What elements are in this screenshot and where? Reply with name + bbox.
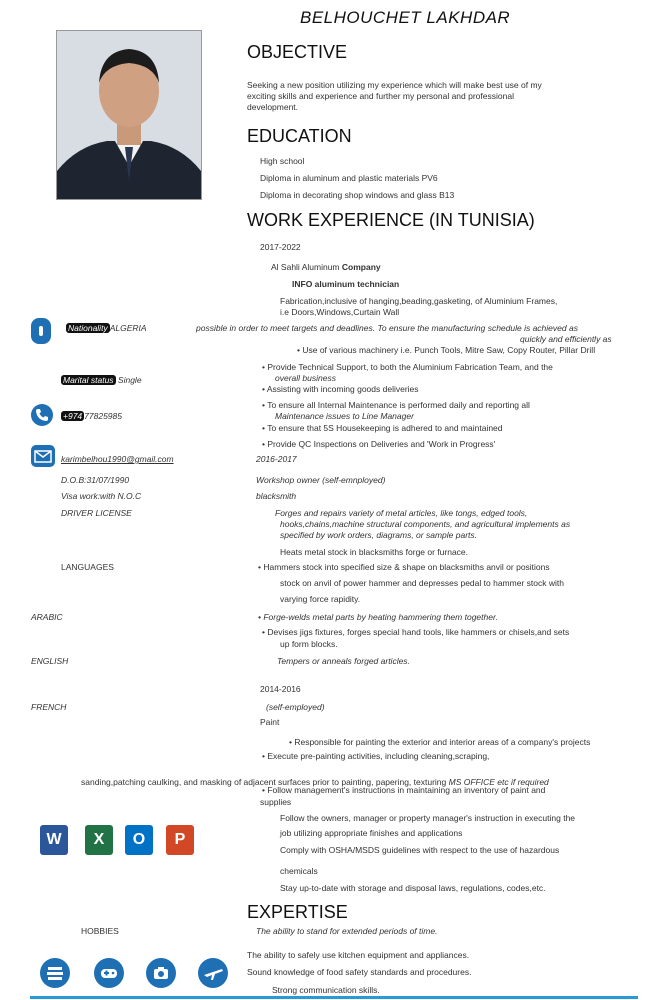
driver-license: DRIVER LICENSE: [61, 508, 132, 518]
ms-office-text: MS OFFICE etc if required: [448, 777, 549, 787]
job3-title: (self-employed): [266, 702, 325, 712]
job3-bullet-cont: supplies: [260, 797, 292, 807]
powerpoint-icon: P: [166, 825, 194, 855]
candidate-name: BELHOUCHET LAKHDAR: [300, 8, 511, 27]
expertise-line: Sound knowledge of food safety standards and procedures.: [247, 967, 472, 977]
hobbies-heading: HOBBIES: [81, 926, 119, 936]
job3-bullet: • Responsible for painting the exterior and interior areas of a company's projects: [289, 737, 590, 747]
work-heading: WORK EXPERIENCE (IN TUNISIA): [247, 210, 535, 230]
job3-years: 2014-2016: [260, 684, 301, 694]
visa: Visa work:with N.O.C: [61, 491, 142, 501]
job1-years: 2017-2022: [260, 242, 301, 252]
job2-heats: Heats metal stock in blacksmiths forge or furnace.: [280, 547, 469, 557]
books-icon: [40, 958, 70, 988]
job1-bullet: • Provide Technical Support, to both the Aluminium Fabrication Team, and the: [262, 362, 553, 372]
job1-bullet: • Use of various machinery i.e. Punch Tools, Mitre Saw, Copy Router, Pillar Drill: [297, 345, 595, 355]
excel-icon: X: [85, 825, 113, 855]
language-item: FRENCH: [31, 702, 67, 712]
job1-line: i.e Doors,Windows,Curtain Wall: [280, 307, 400, 317]
education-heading: EDUCATION: [247, 126, 352, 146]
job3-line: Stay up-to-date with storage and disposal laws, regulations, codes,etc.: [280, 883, 546, 893]
job1-line: Fabrication,inclusive of hanging,beading,gasketing, of Aluminium Frames,: [280, 296, 558, 306]
job1-role-suffix: technician: [357, 279, 400, 289]
job2-title: Workshop owner (self-emnployed): [256, 475, 386, 485]
marital-value: Single: [117, 375, 142, 385]
flag-icon: [31, 318, 51, 344]
dob: D.O.B:31/07/1990: [61, 475, 130, 485]
gamepad-icon: [94, 958, 124, 988]
job1-company-suffix: Company: [341, 262, 381, 272]
job1-bullet-cont: Maintenance issues to Line Manager: [275, 411, 414, 421]
objective-line: Seeking a new position utilizing my experience which will make best use of my: [247, 80, 542, 90]
job2-line: Forges and repairs variety of metal articles, like tongs, edged tools,: [275, 508, 528, 518]
job2-line: hooks,chains,machine structural components, and agricultural implements as: [280, 519, 571, 529]
word-icon: W: [40, 825, 68, 855]
job3-role: Paint: [260, 717, 280, 727]
nationality-value: ALGERIA: [109, 323, 147, 333]
job2-role: blacksmith: [256, 491, 297, 501]
phone-row: [61, 411, 122, 421]
job1-company-name: Al Sahli Aluminum: [271, 262, 340, 272]
phone-code: +974: [63, 411, 83, 421]
phone-icon: [31, 404, 53, 426]
job2-bullet-cont: varying force rapidity.: [280, 594, 361, 604]
job1-bullet: • Assisting with incoming goods deliveries: [262, 384, 419, 394]
envelope-icon: [31, 445, 55, 467]
airplane-icon: [198, 958, 228, 988]
language-item: ENGLISH: [31, 656, 69, 666]
expertise-line: The ability to safely use kitchen equipment and appliances.: [247, 950, 470, 960]
profile-photo: [56, 30, 202, 200]
outlook-icon: O: [125, 825, 153, 855]
job2-bullet: • Forge-welds metal parts by heating hammering them together.: [258, 612, 498, 622]
bottom-accent-bar: [30, 996, 638, 999]
email-link[interactable]: karimbelhou1990@gmail.com: [61, 454, 174, 464]
marital-label: Marital status: [63, 375, 114, 385]
job2-line: specified by work orders, diagrams, or sample parts.: [280, 530, 477, 540]
education-item: High school: [260, 156, 305, 166]
marital-row: [61, 375, 142, 385]
education-item: Diploma in aluminum and plastic materials PV6: [260, 173, 438, 183]
education-item: Diploma in decorating shop windows and glass B13: [260, 190, 455, 200]
nationality-row: [66, 323, 147, 333]
job2-temper: Tempers or anneals forged articles.: [277, 656, 410, 666]
languages-heading: LANGUAGES: [61, 562, 114, 572]
job3-line: Follow the owners, manager or property manager's instruction in executing the: [280, 813, 576, 823]
job2-bullet: • Devises jigs fixtures, forges special hand tools, like hammers or chisels,and sets: [262, 627, 569, 637]
job2-bullet-cont: up form blocks.: [280, 639, 338, 649]
expertise-heading: EXPERTISE: [247, 902, 348, 922]
job2-bullet-cont: stock on anvil of power hammer and depresses pedal to hammer stock with: [280, 578, 564, 588]
job1-company: [271, 262, 381, 272]
objective-heading: OBJECTIVE: [247, 42, 348, 62]
job1-overlap-line: possible in order to meet targets and deadlines. To ensure the manufacturing schedule is achieved as: [196, 323, 578, 333]
camera-icon: [146, 958, 176, 988]
language-item: ARABIC: [31, 612, 63, 622]
job3-line: job utilizing appropriate finishes and applications: [280, 828, 463, 838]
nationality-label: Nationality: [68, 323, 108, 333]
objective-line: development.: [247, 102, 299, 112]
job1-role-name: INFO aluminum: [292, 279, 355, 289]
job3-line: chemicals: [280, 866, 318, 876]
job2-years: 2016-2017: [256, 454, 297, 464]
job3-sanding-text: sanding,patching caulking, and masking of adjacent surfaces prior to painting, papering, texturing: [81, 777, 447, 787]
job1-bullet-cont: overall business: [275, 373, 336, 383]
job1-bullet: • To ensure all Internal Maintenance is performed daily and reporting all: [262, 400, 530, 410]
person-portrait-icon: [57, 31, 201, 199]
job1-overlap-line: quickly and efficiently as: [520, 334, 612, 344]
job2-bullet: • Hammers stock into specified size & shape on blacksmiths anvil or positions: [258, 562, 550, 572]
job3-line: Comply with OSHA/MSDS guidelines with respect to the use of hazardous: [280, 845, 560, 855]
objective-line: exciting skills and experience and further my personal and professional: [247, 91, 514, 101]
phone-number: 77825985: [84, 411, 122, 421]
expertise-line: Strong communication skills.: [272, 985, 380, 995]
job3-bullet: • Execute pre-painting activities, including cleaning,scraping,: [262, 751, 489, 761]
job1-bullet: • Provide QC Inspections on Deliveries and 'Work in Progress': [262, 439, 495, 449]
expertise-line: The ability to stand for extended periods of time.: [256, 926, 438, 936]
job1-bullet: • To ensure that 5S Housekeeping is adhered to and maintained: [262, 423, 503, 433]
job3-bullet: • Follow management's instructions in maintaining an inventory of paint and: [262, 785, 545, 795]
job1-role: [292, 279, 399, 289]
